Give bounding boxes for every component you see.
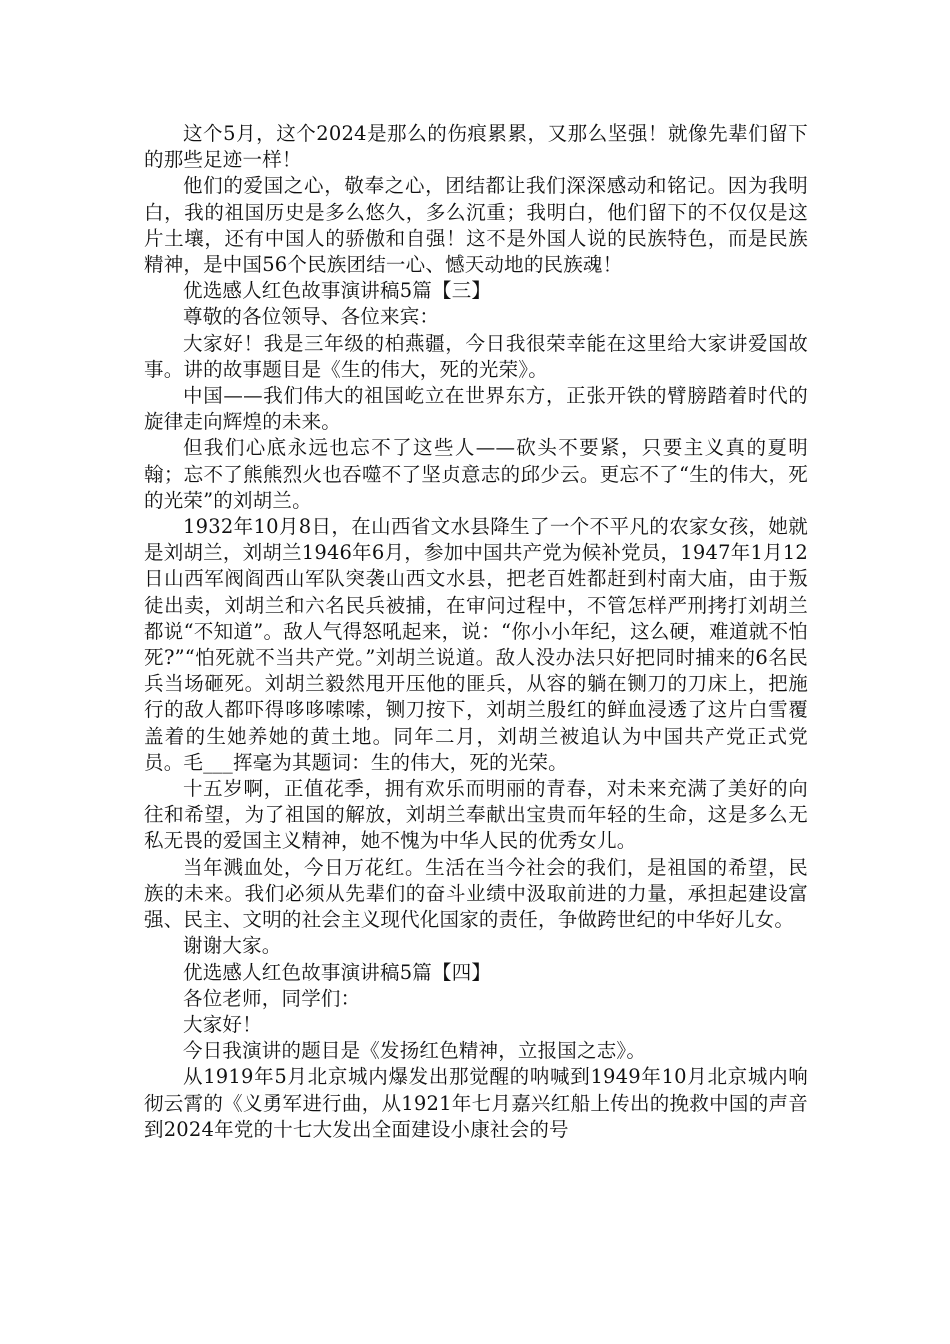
document-body	[144, 121, 808, 1143]
paragraph: 当年溅血处，今日万花红。生活在当今社会的我们，是祖国的希望，民族的未来。我们必须从先辈们的奋斗业绩中汲取前进的力量，承担起建设富强、民主、文明的社会主义现代化国家的责任，争做跨世纪的中华好儿女。	[144, 855, 808, 932]
paragraph: 大家好！我是三年级的柏燕疆，今日我很荣幸能在这里给大家讲爱国故事。讲的故事题目是《生的伟大，死的光荣》。	[144, 331, 808, 381]
paragraph: 但我们心底永远也忘不了这些人——砍头不要紧，只要主义真的夏明翰；忘不了熊熊烈火也吞噬不了坚贞意志的邱少云。更忘不了“生的伟大，死的光荣”的刘胡兰。	[144, 436, 808, 512]
paragraph: 中国——我们伟大的祖国屹立在世界东方，正张开铁的臂膀踏着时代的旋律走向辉煌的未来。	[144, 384, 808, 434]
salutation: 尊敬的各位领导、各位来宾：	[183, 305, 440, 329]
paragraph: 今日我演讲的题目是《发扬红色精神，立报国之志》。	[183, 1039, 647, 1063]
paragraph: 这个5月，这个2024是那么的伤痕累累，又那么坚强！就像先辈们留下的那些足迹一样！	[144, 122, 808, 172]
greeting: 大家好！	[183, 1012, 262, 1036]
section-heading: 优选感人红色故事演讲稿5篇【三】	[183, 279, 492, 303]
section-heading: 优选感人红色故事演讲稿5篇【四】	[183, 960, 492, 984]
paragraph: 1932年10月8日，在山西省文水县降生了一个不平凡的农家女孩，她就是刘胡兰，刘胡兰1946年6月，参加中国共产党为候补党员，1947年1月12日山西军阀阎西山军队突袭山西文水县，把老百姓都赶到村南大庙，由于叛徒出卖，刘胡兰和六名民兵被捕，在审问过程中，不管怎样严刑拷打刘胡兰都说“不知道”。敌人气得怒吼起来，说：“你小小年纪，这么硬，难道就不怕死?”“怕死就不当共产党。”刘胡兰说道。敌人没办法只好把同时捕来的6名民兵当场砸死。刘胡兰毅然甩开压他的匪兵，从容的躺在铡刀的刀床上，把施行的敌人都吓得哆哆嗦嗦，铡刀按下，刘胡兰殷红的鲜血浸透了这片白雪覆盖着的生她养她的黄土地。同年二月，刘胡兰被追认为中国共产党正式党员。毛___挥毫为其题词：生的伟大，死的光荣。	[144, 515, 808, 774]
salutation: 各位老师，同学们：	[183, 986, 361, 1010]
closing: 谢谢大家。	[183, 934, 282, 958]
paragraph: 十五岁啊，正值花季，拥有欢乐而明丽的青春，对未来充满了美好的向往和希望，为了祖国的解放，刘胡兰奉献出宝贵而年轻的生命，这是多么无私无畏的爱国主义精神，她不愧为中华人民的优秀女儿。	[144, 777, 808, 853]
paragraph: 他们的爱国之心，敬奉之心，团结都让我们深深感动和铭记。因为我明白，我的祖国历史是多么悠久，多么沉重；我明白，他们留下的不仅仅是这片土壤，还有中国人的骄傲和自强！这不是外国人说的民族特色，而是民族精神，是中国56个民族团结一心、憾天动地的民族魂！	[144, 174, 808, 277]
paragraph: 从1919年5月北京城内爆发出那觉醒的呐喊到1949年10月北京城内响彻云霄的《义勇军进行曲，从1921年七月嘉兴红船上传出的挽救中国的声音到2024年党的十七大发出全面建设小康社会的号	[144, 1065, 808, 1141]
